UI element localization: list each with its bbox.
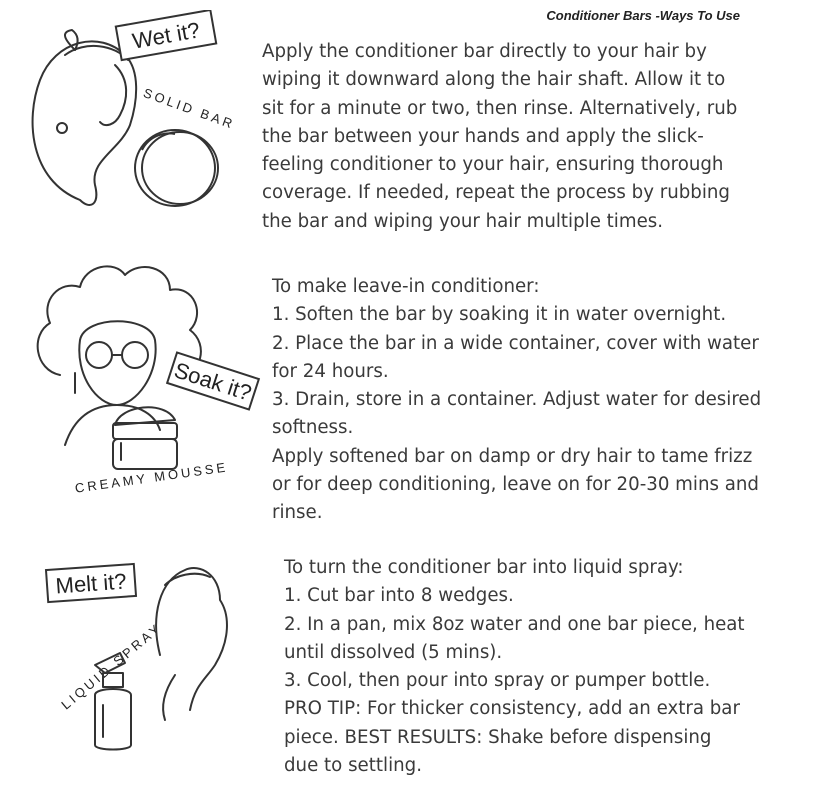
wet-illustration [20, 10, 250, 220]
creamy-mousse-label: CREAMY MOUSSE [74, 459, 229, 496]
solid-bar-icon [135, 130, 218, 206]
melt-instructions: To turn the conditioner bar into liquid spray: 1. Cut bar into 8 wedges. 2. In a pan, mix 8oz water and one bar piece, heat until dissolved (5 mins). 3. Cool, then pour into spray or pumper bottle. PRO TIP: For thicker consistency, add an extra bar piece. BEST RESULTS: Shake before dispensing due to settling. [284, 557, 745, 777]
page-title: Conditioner Bars -Ways To Use [546, 8, 740, 23]
wet-label: Wet it? [130, 17, 202, 54]
soak-instructions: To make leave-in conditioner: 1. Soften the bar by soaking it in water overnight. 2. Place the bar in a wide container, cover with water for 24 hours. 3. Drain, store in a container. Adjust water for desired softness. Apply softened bar on damp or dry hair to tame frizz or for deep conditioning, leave on for 20-30 mins and rinse. [272, 276, 762, 524]
solid-bar-label: SOLID BAR [141, 85, 238, 133]
melt-illustration [25, 545, 275, 760]
wet-instructions: Apply the conditioner bar directly to your hair by wiping it downward along the hair shaft. Allow it to sit for a minute or two, then rinse. Alternatively, rub the bar between your hands and apply the slick- feeling conditioner to your hair, ensuring thorough coverage. If needed, repeat the process by rubbing the bar and wiping your hair multiple times. [262, 41, 738, 232]
soak-label: Soak it? [171, 357, 255, 406]
liquid-spray-label: LIQUID SPRAY [58, 619, 165, 713]
soak-illustration [25, 255, 265, 500]
melt-label: Melt it? [54, 568, 128, 599]
